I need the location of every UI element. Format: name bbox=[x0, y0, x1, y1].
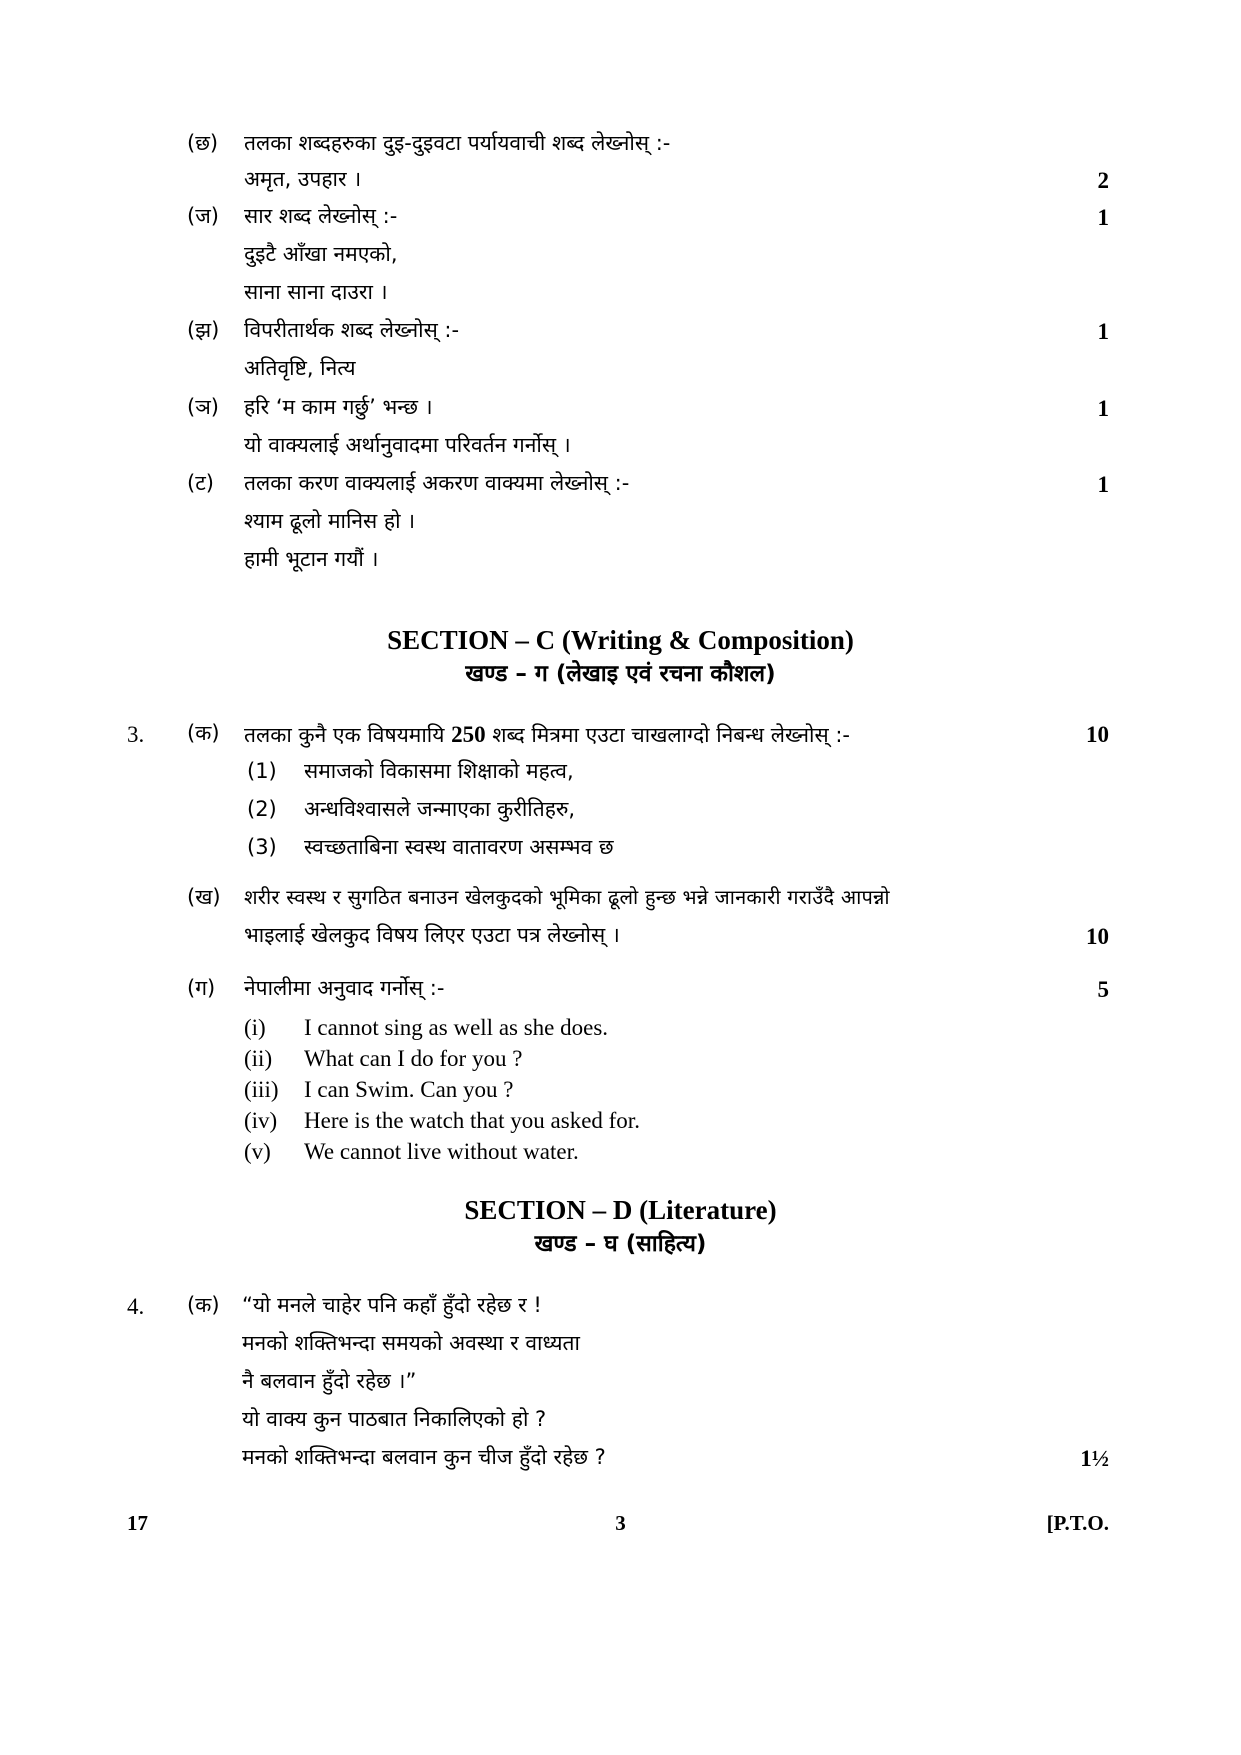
q3-ka-word-count: 250 bbox=[451, 722, 486, 747]
q-cha-marks: 2 bbox=[1097, 168, 1109, 193]
q-cha-line1: अमृत, उपहार । bbox=[244, 167, 362, 191]
q3-ga-marks: 5 bbox=[1097, 977, 1109, 1002]
footer-page-number: 3 bbox=[615, 1511, 626, 1535]
q-ta-prompt: तलका करण वाक्यलाई अकरण वाक्यमा लेख्नोस् :- bbox=[244, 471, 630, 495]
q-nya-prompt: हरि ‘म काम गर्छु’ भन्छ । bbox=[244, 395, 433, 419]
q3-kha-line1: शरीर स्वस्थ र सुगठित बनाउन खेलकुदको भूमिका ढूलो हुन्छ भन्ने जानकारी गराउँदै आपन्नो bbox=[244, 885, 890, 909]
q4-number: 4. bbox=[127, 1294, 145, 1319]
q4-ka-question-line: मनको शक्तिभन्दा बलवान कुन चीज हुँदो रहेछ ? bbox=[242, 1445, 606, 1469]
q-ja-line1: दुइटै आँखा नमएको, bbox=[244, 242, 398, 266]
q-ta-label: (ट) bbox=[187, 471, 214, 495]
q3-ga-item-no: (ii) bbox=[244, 1046, 273, 1071]
q4-ka-label: (क) bbox=[187, 1293, 220, 1317]
q3-ga-item-text: Here is the watch that you asked for. bbox=[304, 1108, 640, 1133]
q-jha-line1: अतिवृष्टि, नित्य bbox=[244, 356, 356, 380]
q3-ka-option-no: (2) bbox=[247, 797, 277, 821]
q3-kha-label: (ख) bbox=[187, 885, 221, 909]
q-ja-label: (ज) bbox=[187, 204, 219, 228]
q3-ga-item-text: We cannot live without water. bbox=[304, 1139, 579, 1164]
q-ta-line2: हामी भूटान गयौं । bbox=[244, 547, 379, 571]
section-c-title: SECTION – C (Writing & Composition) bbox=[387, 625, 854, 655]
q-cha-label: (छ) bbox=[187, 131, 219, 155]
footer-pto: [P.T.O. bbox=[1046, 1511, 1109, 1535]
q-jha-marks: 1 bbox=[1097, 319, 1109, 344]
q3-ka-option-text: स्वच्छताबिना स्वस्थ वातावरण असम्भव छ bbox=[304, 835, 614, 859]
q4-ka-question-line: यो वाक्य कुन पाठबात निकालिएको हो ? bbox=[242, 1407, 547, 1431]
q3-ga-item-text: I cannot sing as well as she does. bbox=[304, 1015, 609, 1040]
q-ta-line1: श्याम ढूलो मानिस हो । bbox=[244, 509, 416, 533]
q-jha-prompt: विपरीतार्थक शब्द लेख्नोस् :- bbox=[244, 318, 460, 342]
q3-kha-line2: भाइलाई खेलकुद विषय लिएर एउटा पत्र लेख्नोस् । bbox=[244, 923, 620, 947]
q4-ka-quote-line: मनको शक्तिभन्दा समयको अवस्था र वाध्यता bbox=[242, 1331, 580, 1355]
q3-ka-prompt bbox=[244, 723, 850, 746]
q-nya-label: (ञ) bbox=[187, 395, 219, 419]
q-ta-marks: 1 bbox=[1097, 472, 1109, 497]
q3-ka-label: (क) bbox=[187, 721, 220, 745]
q-ja-line2: साना साना दाउरा । bbox=[244, 280, 388, 304]
q3-kha-marks: 10 bbox=[1086, 924, 1109, 949]
q3-number: 3. bbox=[127, 722, 145, 747]
q-nya-marks: 1 bbox=[1097, 396, 1109, 421]
q3-ga-item-text: What can I do for you ? bbox=[304, 1046, 523, 1071]
q3-ka-marks: 10 bbox=[1086, 722, 1109, 747]
q-cha-prompt: तलका शब्दहरुका दुइ-दुइवटा पर्यायवाची शब्द लेख्नोस् :- bbox=[244, 131, 671, 155]
q3-ka-option-no: (1) bbox=[247, 759, 277, 783]
q4-ka-quote-line: “यो मनले चाहेर पनि कहाँ हुँदो रहेछ र ! bbox=[242, 1293, 542, 1317]
q3-ka-option-text: समाजको विकासमा शिक्षाको महत्व, bbox=[304, 759, 574, 783]
q-nya-line1: यो वाक्यलाई अर्थानुवादमा परिवर्तन गर्नोस् । bbox=[244, 433, 571, 457]
q-ja-marks: 1 bbox=[1097, 205, 1109, 230]
q-ja-prompt: सार शब्द लेख्नोस् :- bbox=[244, 204, 398, 228]
section-d-title: SECTION – D (Literature) bbox=[464, 1195, 777, 1225]
q3-ka-option-text: अन्धविश्वासले जन्माएका कुरीतिहरु, bbox=[304, 797, 576, 821]
q4-ka-marks: 1½ bbox=[1080, 1446, 1109, 1471]
q3-ga-prompt: नेपालीमा अनुवाद गर्नोस् :- bbox=[244, 976, 445, 1000]
q3-ka-prompt-pre: तलका कुनै एक विषयमायि bbox=[244, 723, 452, 747]
q3-ga-item-no: (iv) bbox=[244, 1108, 278, 1133]
q3-ga-item-no: (iii) bbox=[244, 1077, 279, 1102]
q3-ka-prompt-post: शब्द मित्रमा एउटा चाखलाग्दो निबन्ध लेख्नोस् :- bbox=[485, 723, 850, 747]
q3-ka-option-no: (3) bbox=[247, 835, 277, 859]
section-c-subtitle: खण्ड – ग (लेखाइ एवं रचना कौशल) bbox=[465, 661, 776, 687]
footer-paper-code: 17 bbox=[127, 1511, 148, 1535]
q3-ga-item-no: (v) bbox=[244, 1139, 271, 1164]
section-d-subtitle: खण्ड – घ (साहित्य) bbox=[534, 1231, 707, 1257]
q4-ka-quote-line: नै बलवान हुँदो रहेछ ।” bbox=[242, 1369, 417, 1393]
q3-ga-label: (ग) bbox=[187, 976, 216, 1000]
q3-ga-item-no: (i) bbox=[244, 1015, 266, 1040]
q3-ga-item-text: I can Swim. Can you ? bbox=[304, 1077, 514, 1102]
q-jha-label: (झ) bbox=[187, 318, 220, 342]
